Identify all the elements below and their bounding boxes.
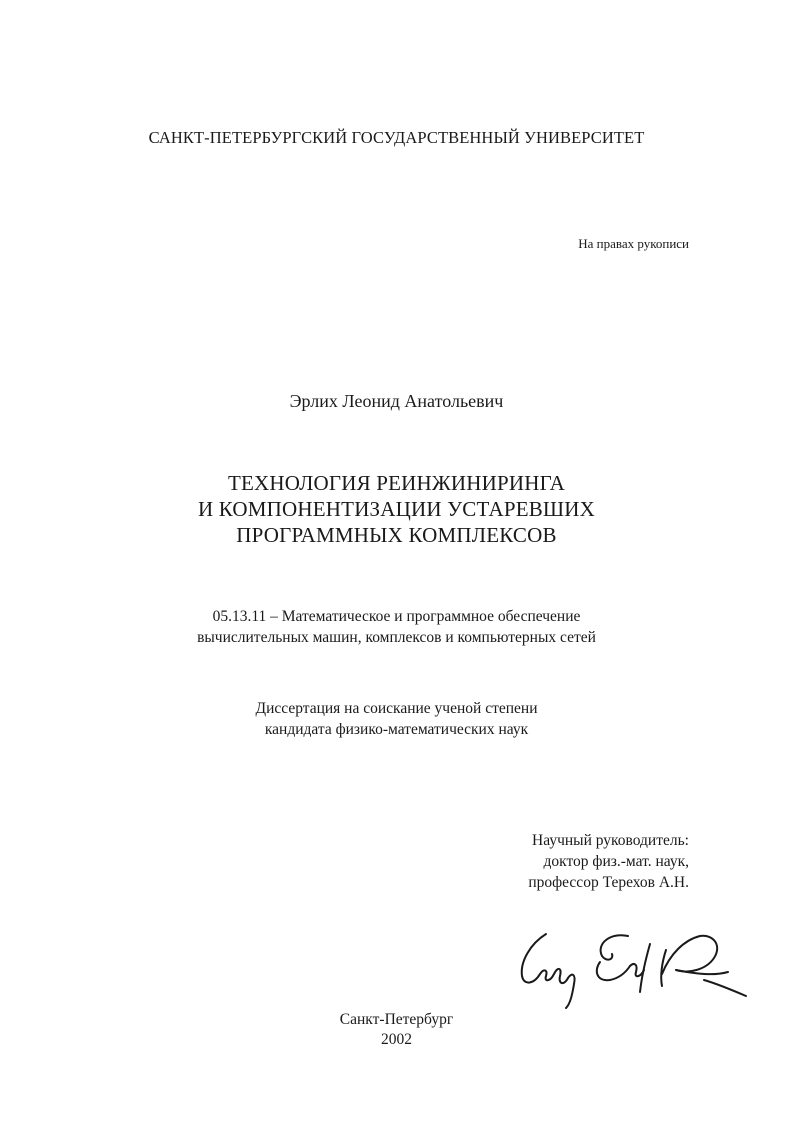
supervisor-line-2: доктор физ.-мат. наук, (543, 853, 689, 870)
place-and-year (0, 1010, 793, 1050)
title-line-3: ПРОГРАММНЫХ КОМПЛЕКСОВ (236, 523, 557, 547)
degree-statement (0, 698, 793, 740)
author-name: Эрлих Леонид Анатольевич (289, 391, 504, 411)
title-line-2: И КОМПОНЕНТИЗАЦИИ УСТАРЕВШИХ (197, 497, 596, 521)
title-line-1: ТЕХНОЛОГИЯ РЕИНЖИНИРИНГА (227, 471, 566, 495)
supervisor-info (528, 830, 689, 893)
supervisor-line-3: профессор Терехов А.Н. (528, 874, 689, 891)
supervisor-line-1: Научный руководитель: (532, 832, 689, 849)
degree-line-2: кандидата физико-математических наук (264, 721, 529, 738)
specialty-line-2: вычислительных машин, комплексов и компьютерных сетей (197, 629, 596, 646)
manuscript-note: На правах рукописи (578, 236, 689, 251)
specialty-line-1: 05.13.11 – Математическое и программное обеспечение (212, 608, 581, 625)
dissertation-title (0, 470, 793, 548)
university-name: САНКТ-ПЕТЕРБУРГСКИЙ ГОСУДАРСТВЕННЫЙ УНИВЕРСИТЕТ (148, 128, 645, 147)
specialty (0, 606, 793, 648)
year: 2002 (381, 1031, 412, 1048)
handwritten-signature (500, 914, 760, 1014)
degree-line-1: Диссертация на соискание ученой степени (255, 700, 538, 717)
city: Санкт-Петербург (339, 1011, 454, 1028)
